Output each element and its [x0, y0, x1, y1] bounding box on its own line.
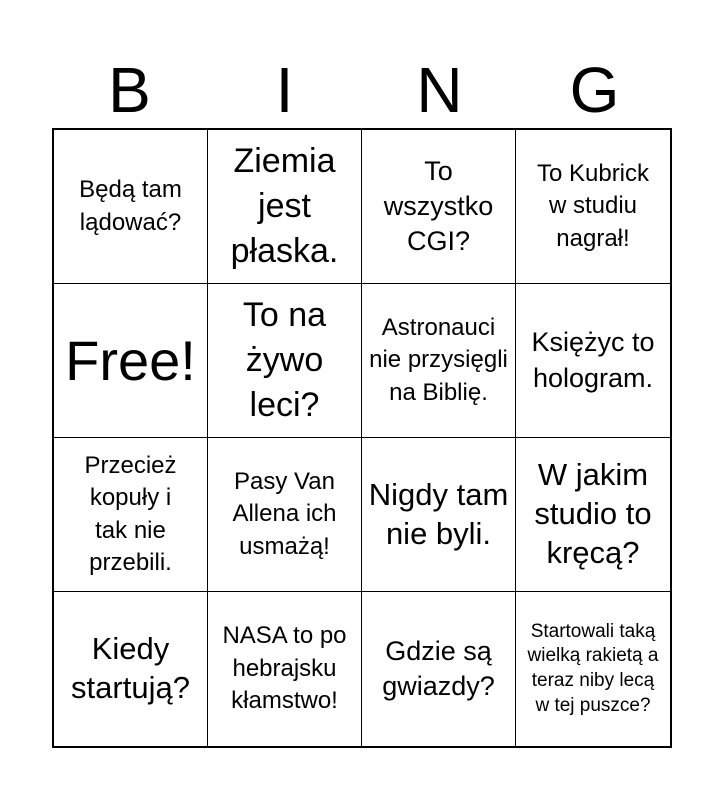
bingo-cell-r4c4[interactable]	[516, 592, 670, 746]
header-letter-n: N	[416, 54, 463, 126]
bingo-cell-text: NASA to po hebrajsku kłamstwo!	[222, 622, 347, 715]
bingo-cell-text: To Kubrick w studiu nagrał!	[536, 159, 650, 252]
bingo-cell-r2c2[interactable]	[208, 284, 362, 438]
bingo-cell-text: Startowali taką wielką rakietą a teraz niby lecą w tej puszce?	[527, 620, 659, 716]
bingo-cell-text: Astronauci nie przysięgli na Biblię.	[369, 313, 508, 406]
bingo-cell-text: Free!	[65, 328, 196, 392]
header-letter-i: I	[275, 54, 294, 126]
bingo-cell-r2c4[interactable]	[516, 284, 670, 438]
header-letter-g: G	[569, 54, 620, 126]
bingo-cell-r3c2[interactable]	[208, 438, 362, 592]
bingo-cell-text: Przecież kopuły i tak nie przebili.	[84, 451, 177, 576]
bingo-cell-text: Będą tam lądować?	[79, 176, 182, 236]
bingo-cell-r4c1[interactable]	[54, 592, 208, 746]
bingo-header	[52, 52, 672, 128]
bingo-cell-r2c1[interactable]	[54, 284, 208, 438]
bingo-cell-r4c3[interactable]	[362, 592, 516, 746]
bingo-cell-r1c2[interactable]	[208, 130, 362, 284]
bingo-cell-text: Księżyc to hologram.	[531, 327, 655, 393]
bingo-cell-r3c4[interactable]	[516, 438, 670, 592]
header-letter-b: B	[108, 54, 151, 126]
bingo-cell-r1c3[interactable]	[362, 130, 516, 284]
bingo-board	[52, 128, 672, 748]
bingo-cell-text: Ziemia jest płaska.	[230, 142, 339, 270]
bingo-cell-text: To wszystko CGI?	[383, 155, 494, 257]
bingo-cell-text: Nigdy tam nie byli.	[368, 476, 509, 551]
bingo-cell-text: W jakim studio to kręcą?	[534, 457, 652, 570]
bingo-cell-r3c3[interactable]	[362, 438, 516, 592]
bingo-cell-r4c2[interactable]	[208, 592, 362, 746]
bingo-cell-text: Kiedy startują?	[71, 631, 190, 705]
bingo-cell-r3c1[interactable]	[54, 438, 208, 592]
bingo-cell-text: Pasy Van Allena ich usmażą!	[232, 467, 337, 560]
bingo-cell-r1c4[interactable]	[516, 130, 670, 284]
bingo-cell-r2c3[interactable]	[362, 284, 516, 438]
bingo-cell-text: Gdzie są gwiazdy?	[382, 635, 495, 701]
bingo-cell-text: To na żywo leci?	[242, 296, 327, 424]
bingo-cell-r1c1[interactable]	[54, 130, 208, 284]
